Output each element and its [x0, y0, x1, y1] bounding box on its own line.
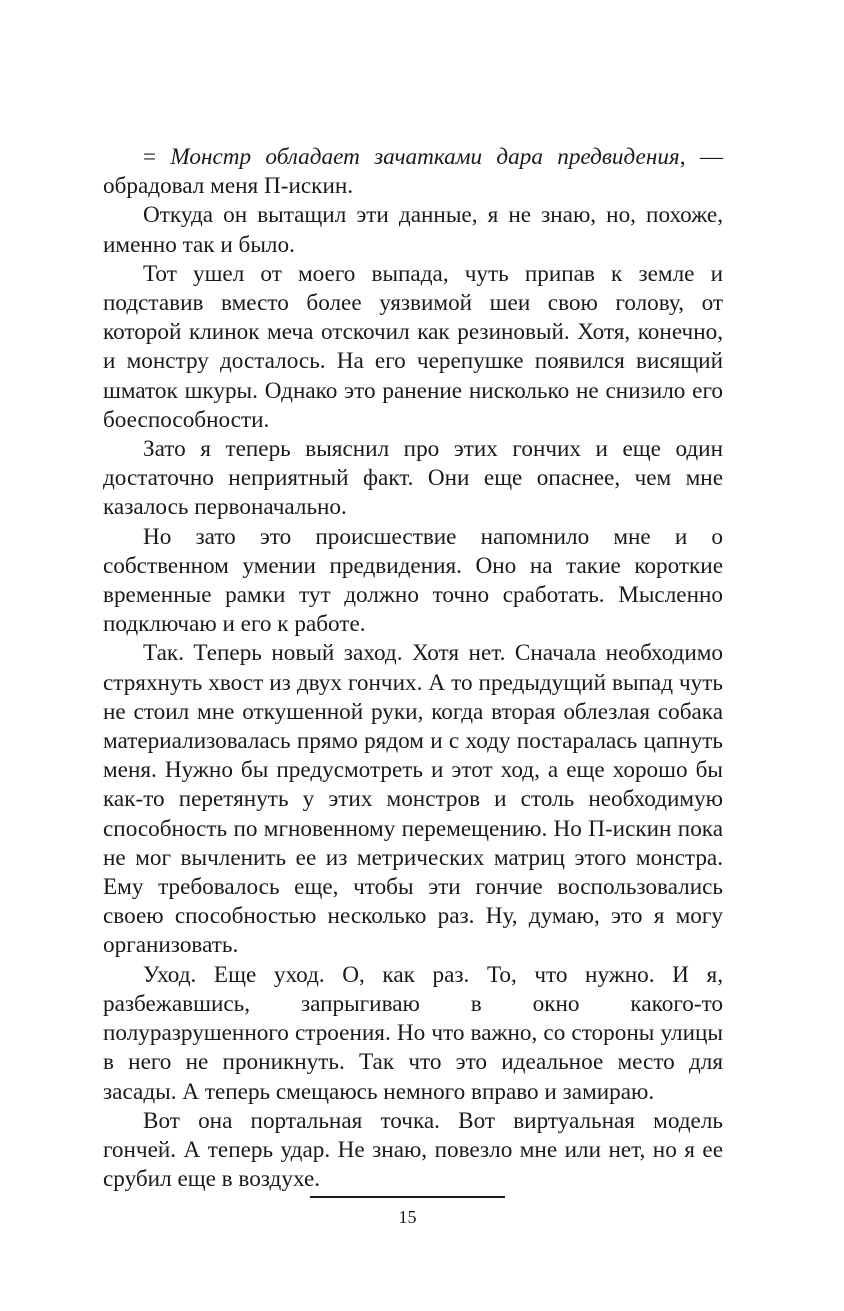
dialogue-mark: = [143, 144, 171, 170]
paragraph-1 [103, 143, 723, 201]
paragraph-7: Уход. Еще уход. О, как раз. То, что нужно. И я, разбежавшись, запрыгиваю в окно какого-то полуразрушенного строения. Но что важно, со стороны улицы в него не проникнуть. Так что это идеальное место для засады. А теперь смещаюсь немного вправо и замираю. [103, 961, 723, 1105]
book-page-text [103, 143, 723, 1194]
paragraph-8: Вот она портальная точка. Вот виртуальная модель гончей. А теперь удар. Не знаю, повезло мне или нет, но я ее срубил еще в воздухе. [103, 1107, 723, 1193]
paragraph-3: Тот ушел от моего выпада, чуть припав к земле и подставив вместо более уязвимой шеи свою голову, от которой клинок меча отскочил как резиновый. Хотя, конечно, и монстру досталось. На его черепушке появился висящий шматок шкуры. Однако это ранение нисколько не снизило его боеспособности. [103, 260, 723, 433]
italic-thought: Монстр обладает зачатками дара предвидения [170, 144, 680, 170]
paragraph-5: Но зато это происшествие напомнило мне и о собственном умении предвидения. Оно на такие короткие временные рамки тут должно точно сработать. Мысленно подключаю и его к работе. [103, 523, 723, 638]
page-number: 15 [398, 1207, 417, 1227]
paragraph-1-text: , — обрадовал меня П-искин. [103, 144, 724, 200]
footer-divider [310, 1196, 505, 1198]
paragraph-6: Так. Теперь новый заход. Хотя нет. Сначала необходимо стряхнуть хвост из двух гончих. А то предыдущий выпад чуть не стоил мне откушенной руки, когда вторая облезлая собака материализовалась прямо рядом и с ходу постаралась цапнуть меня. Нужно бы предусмотреть и этот ход, а еще хорошо бы как-то перетянуть у этих монстров и столь необходимую способность по мгновенному перемещению. Но П-искин пока не мог вычленить ее из метрических матриц этого монстра. Ему требовалось еще, чтобы эти гончие воспользовались своею способностью несколько раз. Ну, думаю, это я могу организовать. [103, 640, 723, 959]
paragraph-2: Откуда он вытащил эти данные, я не знаю, но, похоже, именно так и было. [103, 202, 723, 258]
paragraph-4: Зато я теперь выяснил про этих гончих и еще один достаточно неприятный факт. Они еще опаснее, чем мне казалось первоначально. [103, 436, 723, 521]
